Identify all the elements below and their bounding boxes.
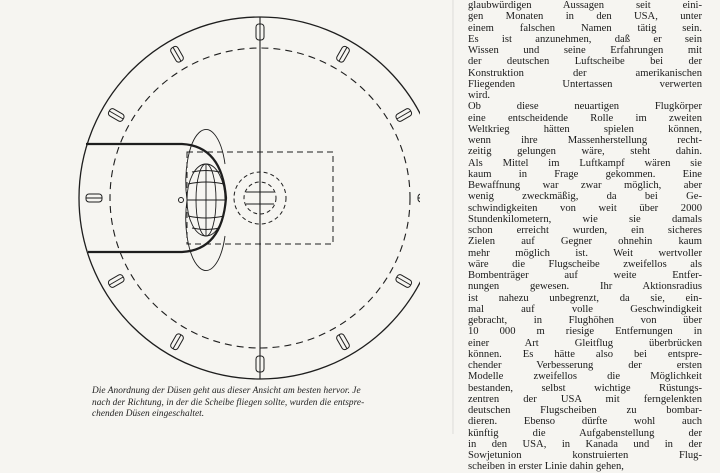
page-fold-shadow bbox=[452, 0, 454, 434]
caption-line: chenden Düsen eingeschaltet. bbox=[92, 409, 205, 420]
article-line: Bombenträger auf weite Entfer- bbox=[468, 270, 702, 281]
nozzle bbox=[256, 24, 264, 40]
article-line: kaum in Frage gekommen. Eine bbox=[468, 168, 702, 180]
article-line: gen Monaten in den USA, unter bbox=[468, 11, 702, 23]
article-line: Es ist anzunehmen, daß er sein bbox=[468, 33, 702, 45]
article-line: wenig zweckmäßig, da bei Ge- bbox=[468, 191, 702, 203]
article-line: Bewaffnung war zwar möglich, aber bbox=[468, 180, 702, 191]
article-line: nungen gewesen. Ihr Aktionsradius bbox=[468, 281, 702, 293]
article-line: ist nahezu unbegrenzt, da sie, ein- bbox=[468, 292, 702, 304]
article-line: wird. bbox=[468, 90, 491, 101]
article-line: scheiben in erster Linie dahin gehen, bbox=[468, 461, 624, 473]
article-line: dieren. Ebenso dürfte wohl auch bbox=[468, 416, 702, 428]
nozzle bbox=[107, 274, 125, 289]
article-line: glaubwürdigen Aussagen seit eini- bbox=[468, 0, 702, 11]
article-line: Ob diese neuartigen Flugkörper bbox=[468, 101, 702, 113]
article-line: Stundenkilometern, wie sie damals bbox=[468, 213, 702, 225]
article-line: Fliegenden Untertassen verwerten bbox=[468, 78, 702, 90]
disc-diagram bbox=[60, 0, 420, 384]
article-line: einer Art Gleitflug überbrücken bbox=[468, 337, 702, 349]
cockpit-pivot bbox=[179, 198, 184, 203]
article-line: eine entscheidende Rolle im zweiten bbox=[468, 112, 702, 124]
nozzle-group bbox=[86, 24, 420, 372]
nozzle bbox=[336, 45, 351, 63]
figure-caption bbox=[92, 386, 437, 421]
article-line: einem falschen Namen tätig sein. bbox=[468, 22, 702, 34]
nozzle bbox=[395, 274, 413, 289]
nozzle bbox=[418, 194, 420, 202]
article-line: künftig die Aufgabenstellung der bbox=[468, 427, 702, 439]
nozzle bbox=[86, 194, 102, 202]
nozzle bbox=[170, 333, 185, 351]
article-line: schon erreicht wurden, ein sicheres bbox=[468, 225, 702, 236]
article-line: chender Verbesserung der ersten bbox=[468, 360, 702, 371]
article-line: wäre die Flugscheibe zweifellos als bbox=[468, 258, 702, 270]
article-line: mal auf volle Geschwindigkeit bbox=[468, 303, 702, 315]
article-line: Als Mittel im Luftkampf wären sie bbox=[468, 157, 702, 169]
article-line: deutschen Flugscheiben zu bombar- bbox=[468, 405, 702, 416]
nozzle bbox=[170, 45, 185, 63]
article-line: schwindigkeiten von weit über 2000 bbox=[468, 202, 702, 214]
article-line: gebracht, in Flughöhen von über bbox=[468, 315, 702, 326]
caption-line: nach der Richtung, in der die Scheibe fliegen sollte, wurden die entspre- bbox=[92, 397, 365, 408]
article-line: Weltkrieg hätten spielen können, bbox=[468, 123, 702, 135]
article-line: Zielen auf Gegner ohnehin kaum bbox=[468, 236, 702, 248]
article-line: Sowjetunion konstruierten Flug- bbox=[468, 450, 702, 461]
nozzle bbox=[256, 356, 264, 372]
nozzle bbox=[395, 108, 413, 123]
article-line: zentren der USA mit ferngelenkten bbox=[468, 393, 702, 405]
article-line: in den USA, in Kanada und in der bbox=[468, 438, 702, 450]
article-line: 10 000 m riesige Entfernungen in bbox=[468, 326, 702, 338]
outer-disc-circle bbox=[79, 17, 420, 379]
article-line: Wissen und seine Erfahrungen mit bbox=[468, 45, 702, 56]
article-line: der deutschen Luftscheibe bei der bbox=[468, 56, 702, 68]
article-line: zeitig gelungen wäre, steht dahin. bbox=[468, 146, 702, 158]
article-line: bestanden, selbst wichtige Rüstungs- bbox=[468, 382, 702, 394]
article-line: können. Es hätte also bei entspre- bbox=[468, 348, 702, 360]
article-column bbox=[468, 0, 702, 473]
nozzle bbox=[107, 108, 125, 123]
article-line: wenn ihre Massenherstellung recht- bbox=[468, 135, 702, 146]
article-line: Konstruktion der amerikanischen bbox=[468, 67, 702, 79]
article-line: Modelle zweifellos die Möglichkeit bbox=[468, 371, 702, 383]
article-line: mehr möglich ist. Weit wertvoller bbox=[468, 247, 702, 259]
caption-line: Die Anordnung der Düsen geht aus dieser Ansicht am besten hervor. Je bbox=[92, 386, 361, 396]
nozzle bbox=[336, 333, 351, 351]
